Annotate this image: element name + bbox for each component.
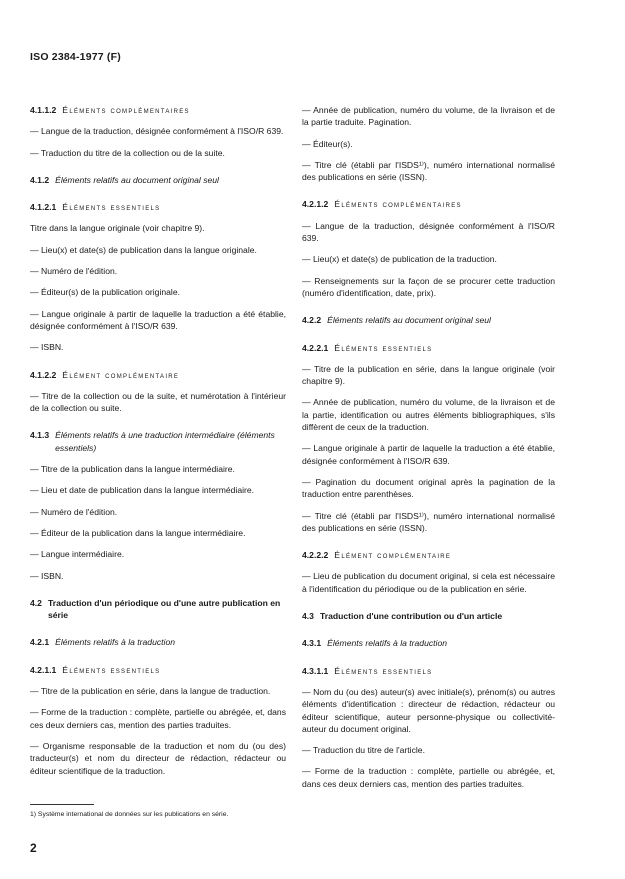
list-item: — Titre de la publication dans la langue intermédiaire. xyxy=(30,464,235,475)
section-title: Éléments complémentaires xyxy=(334,199,462,210)
section-title: Éléments essentiels xyxy=(62,202,161,213)
list-item: — Nom du (ou des) auteur(s) avec initiale(s), prénom(s) ou autres éléments d'identification : directeur de rédaction, rédacteur ou éditeur scientifique, auteur personne-physique ou collectivité-auteur du document original. xyxy=(302,686,555,734)
section-title: Éléments essentiels xyxy=(334,665,433,676)
list-item: — Organisme responsable de la traduction et nom du (ou des) traducteur(s) et nom du directeur de rédaction, rédacteur ou éditeur scientifique de la traduction. xyxy=(30,740,286,776)
list-item: — Éditeur(s) de la publication originale. xyxy=(30,287,180,298)
section-heading xyxy=(30,104,286,116)
list-item: — Langue de la traduction, désignée conformément à l'ISO/R 639. xyxy=(30,126,284,137)
section-number: 4.3.1 xyxy=(302,638,322,649)
page-number: 2 xyxy=(30,841,37,855)
list-item: — Numéro de l'édition. xyxy=(30,266,118,277)
list-item: — Éditeur(s). xyxy=(302,138,353,149)
section-heading xyxy=(30,597,286,622)
section-number: 4.3.1.1 xyxy=(302,665,329,676)
section-title: Éléments essentiels xyxy=(62,664,161,675)
section-number: 4.2.2.2 xyxy=(302,550,329,561)
section-title: Éléments relatifs à une traduction intermédiaire (éléments essentiels) xyxy=(55,430,275,453)
section-number: 4.1.2 xyxy=(30,174,50,185)
list-item: — Forme de la traduction : complète, partielle ou abrégée, et, dans ces deux derniers cas, mention des parties traduites. xyxy=(302,766,555,789)
list-item: — Année de publication, numéro du volume, de la livraison et de la partie, identification ou autres éléments bibliographiques, s'ils diffèrent de ceux de la traduction. xyxy=(302,397,555,433)
section-heading xyxy=(302,549,555,561)
list-item: — Titre clé (établi par l'ISDS¹⁾), numéro international normalisé des publications en série (ISSN). xyxy=(302,159,555,183)
section-heading xyxy=(302,314,555,326)
list-item: Titre dans la langue originale (voir chapitre 9). xyxy=(30,223,205,234)
list-item: — Lieu(x) et date(s) de publication de la traduction. xyxy=(302,254,497,265)
list-item: — Année de publication, numéro du volume, de la livraison et de la partie traduite. Pagination. xyxy=(302,105,555,128)
section-heading xyxy=(30,429,286,454)
list-item: — Numéro de l'édition. xyxy=(30,506,118,517)
list-item: — Titre de la collection ou de la suite, et numérotation à l'intérieur de la collection ou suite. xyxy=(30,390,286,414)
list-item: — Pagination du document original après la pagination de la traduction entre parenthèses. xyxy=(302,476,555,500)
section-title: Éléments relatifs au document original seul xyxy=(327,315,491,326)
list-item: — Titre de la publication en série, dans la langue originale (voir chapitre 9). xyxy=(302,363,555,387)
list-item: — ISBN. xyxy=(30,570,64,581)
section-heading xyxy=(30,664,286,676)
list-item: — Langue de la traduction, désignée conformément à l'ISO/R 639. xyxy=(302,220,555,244)
section-heading xyxy=(30,369,286,381)
left-column xyxy=(30,104,286,786)
list-item: — Éditeur de la publication dans la langue intermédiaire. xyxy=(30,527,246,538)
section-number: 4.1.3 xyxy=(30,430,50,441)
section-title: Éléments essentiels xyxy=(334,342,433,353)
section-title: Éléments relatifs au document original seul xyxy=(55,174,219,185)
list-item: — ISBN. xyxy=(30,342,64,353)
list-item: — Lieu et date de publication dans la langue intermédiaire. xyxy=(30,485,255,496)
section-title: Éléments complémentaires xyxy=(62,105,190,115)
section-number: 4.2.1 xyxy=(30,637,50,648)
section-number: 4.2.1.2 xyxy=(302,199,329,210)
section-title: Traduction d'un périodique ou d'une autre publication en série xyxy=(47,597,281,621)
section-number: 4.3 xyxy=(302,611,314,622)
section-number: 4.1.1.2 xyxy=(30,105,57,115)
section-title: Éléments relatifs à la traduction xyxy=(55,637,176,648)
list-item: — Langue intermédiaire. xyxy=(30,549,125,560)
list-item: — Titre clé (établi par l'ISDS¹⁾), numéro international normalisé des publications en série (ISSN). xyxy=(302,510,555,533)
section-number: 4.2.1.1 xyxy=(30,664,57,675)
footnote-rule xyxy=(30,804,94,805)
section-heading xyxy=(30,636,286,648)
list-item: — Langue originale à partir de laquelle la traduction a été établie, désignée conformément à l'ISO/R 639. xyxy=(302,443,555,466)
section-heading xyxy=(302,342,555,354)
section-title: Éléments relatifs à la traduction xyxy=(327,638,448,649)
list-item: — Renseignements sur la façon de se procurer cette traduction (numéro d'identification, date, prix). xyxy=(302,275,555,298)
section-heading xyxy=(30,174,286,186)
section-heading xyxy=(302,665,555,677)
section-number: 4.2 xyxy=(30,597,42,608)
list-item: — Traduction du titre de l'article. xyxy=(302,745,425,756)
document-header: ISO 2384-1977 (F) xyxy=(30,51,121,63)
section-number: 4.2.2 xyxy=(302,315,322,326)
section-heading xyxy=(302,610,555,622)
section-heading xyxy=(30,201,286,213)
list-item: — Lieu(x) et date(s) de publication dans la langue originale. xyxy=(30,244,257,255)
section-number: 4.1.2.1 xyxy=(30,202,57,213)
right-column xyxy=(302,104,555,799)
list-item: — Titre de la publication en série, dans la langue de traduction. xyxy=(30,686,271,697)
list-item: — Lieu de publication du document original, si cela est nécessaire à l'identification du périodique ou de la publication en série. xyxy=(302,571,555,594)
footnote: 1) Système international de données sur les publications en série. xyxy=(30,811,229,818)
list-item: — Traduction du titre de la collection ou de la suite. xyxy=(30,147,225,158)
list-item: — Forme de la traduction : complète, partielle ou abrégée, et, dans ces deux derniers cas, mention des parties traduites. xyxy=(30,707,286,730)
section-title: Traduction d'une contribution ou d'un article xyxy=(319,611,503,622)
section-heading xyxy=(302,198,555,210)
section-number: 4.1.2.2 xyxy=(30,369,57,380)
section-number: 4.2.2.1 xyxy=(302,342,329,353)
list-item: — Langue originale à partir de laquelle la traduction a été établie, désignée conformément à l'ISO/R 639. xyxy=(30,308,286,331)
section-title: Élément complémentaire xyxy=(334,550,452,561)
section-title: Élément complémentaire xyxy=(62,369,180,380)
section-heading xyxy=(302,637,555,649)
